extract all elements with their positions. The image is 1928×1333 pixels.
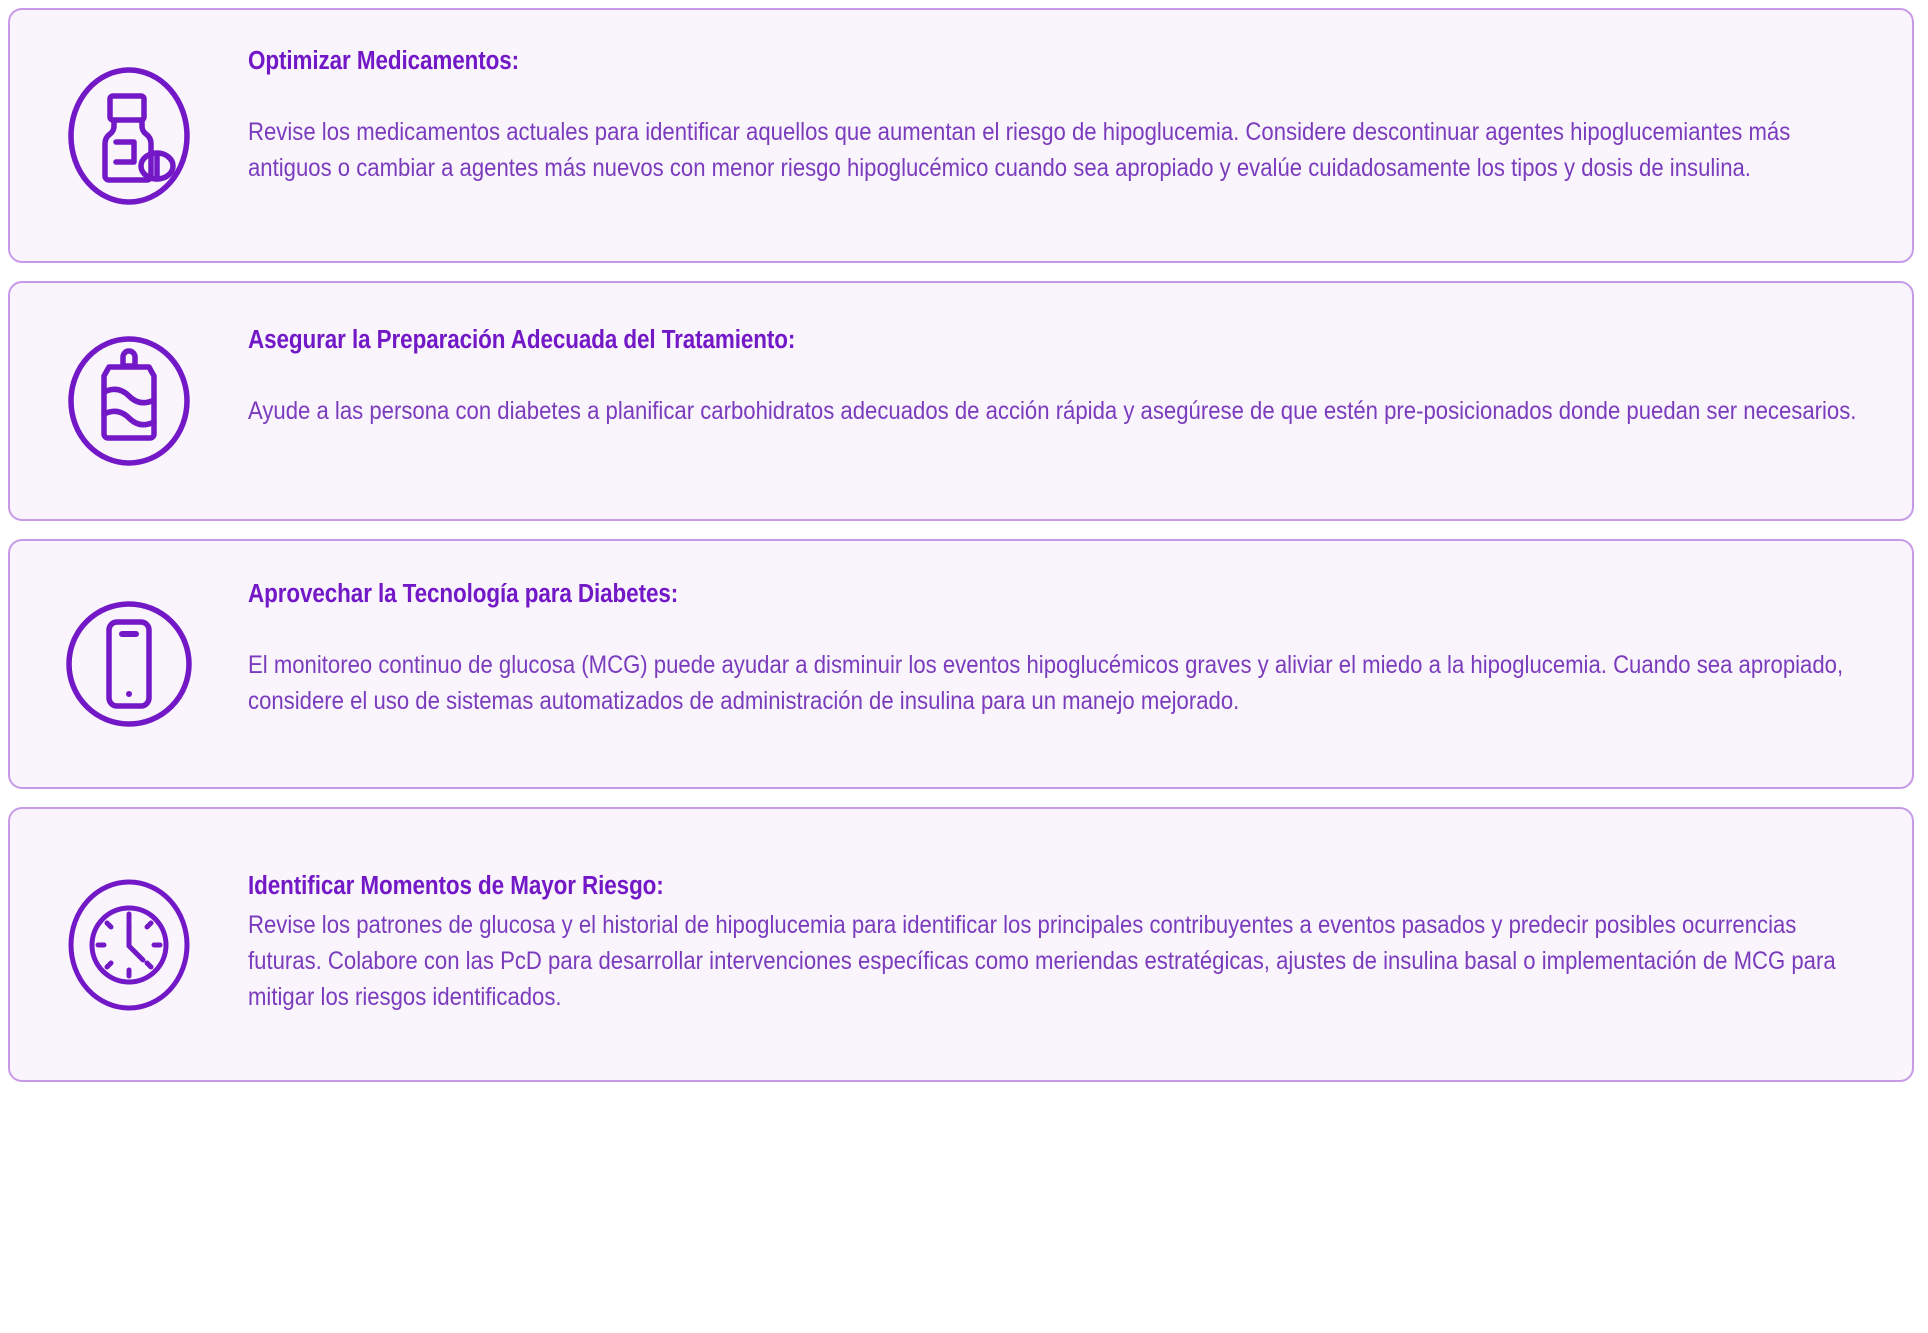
- card-text: Revise los medicamentos actuales para identificar aquellos que aumentan el riesgo de hipoglucemia. Considere descontinuar agentes hipoglucemiantes más antiguos o cambiar a agentes más nuevos con menor riesgo hipoglucémico cuando sea apropiado y evalúe cuidadosamente los tipos y dosis de insulina.: [248, 117, 1791, 183]
- clock-icon: [54, 860, 204, 1030]
- smartphone-icon: [54, 584, 204, 744]
- card-icon-container: [10, 541, 248, 787]
- card-text: El monitoreo continuo de glucosa (MCG) puede ayudar a disminuir los eventos hipoglucémicos graves y aliviar el miedo a la hipoglucemia. Cuando sea apropiado, considere el uso de sistemas automatizados de administración de insulina para un manejo mejorado.: [248, 650, 1844, 716]
- recommendation-card: [8, 807, 1914, 1082]
- recommendation-card: [8, 8, 1914, 263]
- pill-bottle-icon: [54, 56, 204, 216]
- card-content: [248, 10, 1912, 186]
- card-content: [248, 809, 1912, 1016]
- card-title: Asegurar la Preparación Adecuada del Tratamiento:: [248, 326, 796, 354]
- card-content: [248, 283, 1912, 429]
- card-content: [248, 541, 1912, 719]
- juice-can-icon: [54, 321, 204, 481]
- recommendation-card: [8, 539, 1914, 789]
- card-text: Revise los patrones de glucosa y el historial de hipoglucemia para identificar los principales contribuyentes a eventos pasados y predecir posibles ocurrencias futuras. Colabore con las PcD para desarrollar intervenciones específicas como meriendas estratégicas, ajustes de insulina basal o implementación de MCG para mitigar los riesgos identificados.: [248, 910, 1836, 1012]
- card-title: Aprovechar la Tecnología para Diabetes:: [248, 580, 679, 608]
- card-title: Optimizar Medicamentos:: [248, 47, 520, 75]
- card-icon-container: [10, 809, 248, 1080]
- card-title: Identificar Momentos de Mayor Riesgo:: [248, 872, 664, 900]
- card-icon-container: [10, 10, 248, 261]
- recommendation-card: [8, 281, 1914, 521]
- card-icon-container: [10, 283, 248, 519]
- card-text: Ayude a las persona con diabetes a planificar carbohidratos adecuados de acción rápida y asegúrese de que estén pre-posicionados donde puedan ser necesarios.: [248, 396, 1857, 425]
